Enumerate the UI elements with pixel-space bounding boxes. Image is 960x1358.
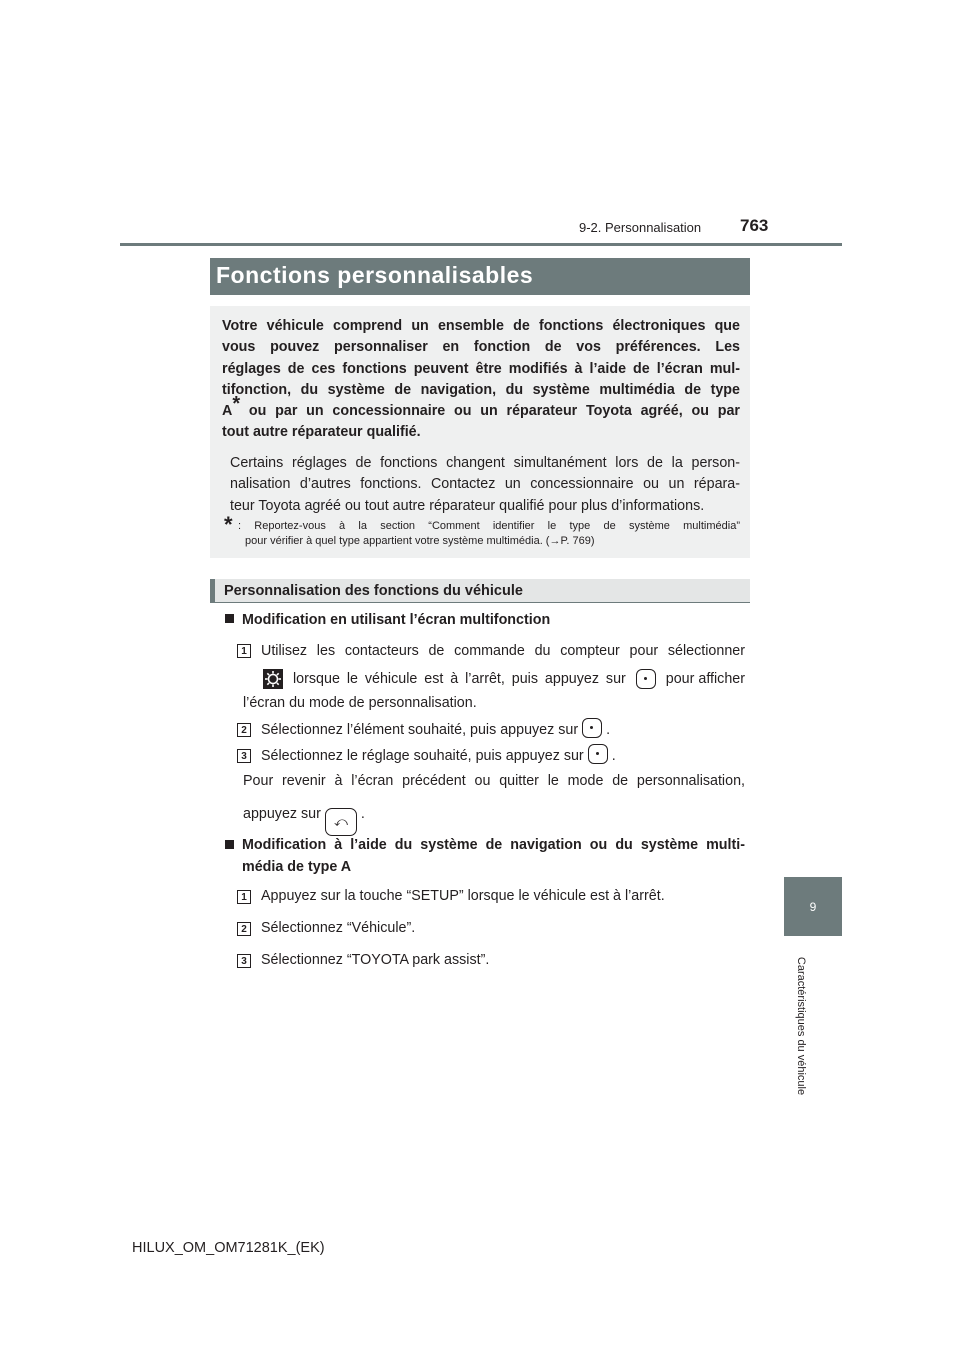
- method1-heading: [225, 609, 550, 631]
- intro-sub-line: nalisation d’autres fonctions. Contactez un concessionnaire ou un répara-: [230, 476, 740, 492]
- back-button-icon: ⤺: [325, 808, 357, 836]
- footnote-line-2: [245, 534, 595, 549]
- step3-text: Sélectionnez le réglage souhaité, puis appuyez sur: [261, 748, 584, 764]
- intro-sub-line: Certains réglages de fonctions changent simultanément lors de la person-: [230, 455, 740, 471]
- step2-line: [261, 718, 610, 741]
- chapter-title-vertical: [794, 942, 808, 1112]
- chapter-tab: 9: [784, 877, 842, 936]
- period: .: [360, 806, 365, 822]
- intro-line: Votre véhicule comprend un ensemble de fonctions électroniques que: [222, 318, 740, 334]
- bullet-square-icon: [225, 614, 234, 623]
- page-reference-link[interactable]: P. 769): [560, 535, 595, 547]
- intro-line: tifonction, du système de navigation, du système multimédia de type: [222, 382, 740, 398]
- step1-line3: l’écran du mode de personnalisation.: [243, 695, 477, 711]
- document-code-footer: HILUX_OM_OM71281K_(EK): [132, 1240, 325, 1256]
- period: .: [606, 722, 611, 738]
- step1-text-b: pour afficher: [665, 671, 745, 687]
- method2-step2: Sélectionnez “Véhicule”.: [261, 920, 416, 936]
- intro-line-5: [222, 393, 740, 422]
- method2-heading-line1: Modification à l’aide du système de navigation ou du système multi-: [242, 837, 745, 853]
- step2-text: Sélectionnez l’élément souhaité, puis appuyez sur: [261, 722, 579, 738]
- step1-text-a: lorsque le véhicule est à l’arrêt, puis appuyez sur: [293, 671, 626, 687]
- intro-sub-line: teur Toyota agréé ou tout autre réparateur qualifié pour plus d’informations.: [230, 498, 705, 514]
- footnote-text: pour vérifier à quel type appartient votre système multimédia. (: [245, 535, 550, 547]
- footnote-asterisk: *: [224, 512, 233, 537]
- page-number: 763: [740, 216, 769, 235]
- period: .: [611, 748, 616, 764]
- bullet-square-icon: [225, 840, 234, 849]
- return-text: appuyez sur: [243, 806, 321, 822]
- step-number-box: 1: [237, 890, 251, 904]
- header-rule: [120, 243, 842, 246]
- ok-button-icon: [582, 718, 602, 738]
- ok-button-icon: [588, 744, 608, 764]
- return-line1: Pour revenir à l’écran précédent ou quitter le mode de personnalisation,: [243, 773, 745, 789]
- method2-heading-line2: média de type A: [242, 859, 352, 875]
- step-number-box: 2: [237, 723, 251, 737]
- step-number-box: 3: [237, 954, 251, 968]
- method2-heading-row: [225, 834, 745, 856]
- method2-step1: Appuyez sur la touche “SETUP” lorsque le véhicule est à l’arrêt.: [261, 888, 665, 904]
- page-title: Fonctions personnalisables: [216, 262, 534, 288]
- section-heading-rule: [210, 602, 750, 603]
- ok-button-icon: [636, 669, 656, 689]
- step1-line2: [263, 668, 745, 690]
- method2-step3: Sélectionnez “TOYOTA park assist”.: [261, 952, 490, 968]
- chapter-title-text: Caractéristiques du véhicule: [795, 956, 807, 1096]
- settings-gear-icon: [263, 669, 283, 689]
- step3-line: [261, 744, 616, 767]
- step-number-box: 2: [237, 922, 251, 936]
- method1-heading-text: Modification en utilisant l’écran multifonction: [242, 612, 551, 628]
- step-number-box: 1: [237, 644, 251, 658]
- footnote-line: : Reportez-vous à la section “Comment identifier le type de système multimédia”: [238, 520, 740, 532]
- intro-line-5-text: ou par un concessionnaire ou un réparateur Toyota agréé, ou par: [240, 403, 740, 419]
- arrow-icon: →: [549, 535, 561, 547]
- asterisk-marker: *: [232, 393, 241, 415]
- step-number-box: 3: [237, 749, 251, 763]
- section-heading: Personnalisation des fonctions du véhicule: [224, 583, 523, 599]
- method2-heading: [225, 834, 745, 878]
- return-line2: [243, 803, 365, 836]
- running-header-section: 9-2. Personnalisation: [579, 220, 702, 235]
- intro-line: vous pouvez personnaliser en fonction de vos préférences. Les: [222, 339, 740, 355]
- intro-letter-a: A: [222, 403, 233, 419]
- intro-line: tout autre réparateur qualifié.: [222, 424, 421, 440]
- section-heading-bar: [210, 579, 215, 603]
- step1-line1: Utilisez les contacteurs de commande du compteur pour sélectionner: [261, 643, 745, 659]
- intro-line: réglages de ces fonctions peuvent être modifiés à l’aide de l’écran mul-: [222, 361, 740, 377]
